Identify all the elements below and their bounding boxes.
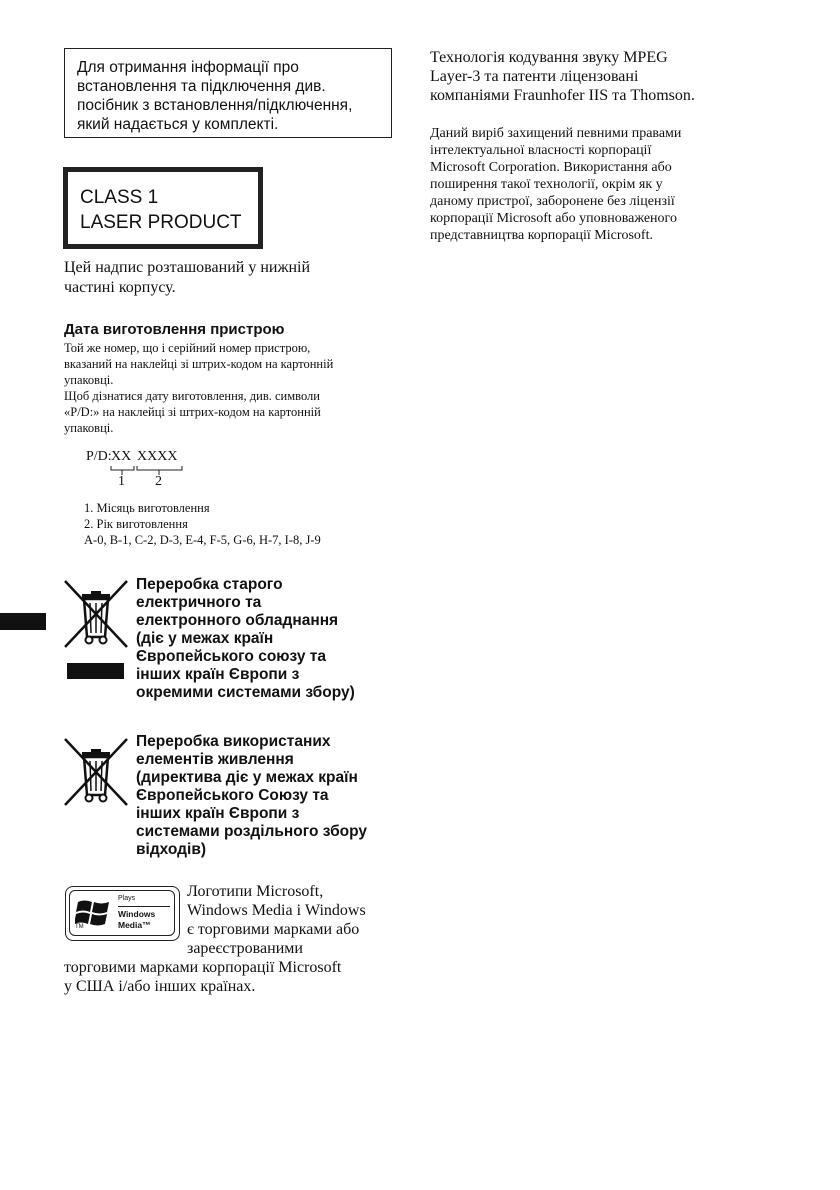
heading-text: Дата виготовлення пристрою [64, 321, 285, 338]
battery-heading [136, 733, 367, 859]
manufacture-date-text [64, 340, 333, 436]
microsoft-ip-line: поширення такої технології, окрім як у [430, 177, 663, 192]
manufacture-date-line: упаковці. [64, 373, 114, 387]
battery-line: системами роздільного збору [136, 823, 368, 840]
section-tab-marker [0, 613, 46, 630]
battery-line: елементів живлення [136, 751, 294, 768]
weee-line: інших країн Європи з [136, 666, 300, 683]
crossed-bin-battery-icon [62, 736, 130, 808]
logo-windows-text: Windows [118, 909, 156, 919]
weee-line: електричного та [136, 594, 262, 611]
pd-month-code: XX [111, 449, 132, 464]
mpeg-line: компаніями Fraunhofer IIS та Thomson. [430, 87, 695, 104]
pd-year-code: XXXX [137, 449, 178, 464]
microsoft-ip-line: Даний виріб захищений певними правами [430, 126, 682, 141]
logo-tm-mark: TM [75, 924, 84, 930]
plays-windows-media-logo [65, 886, 180, 941]
logo-plays-text: Plays [118, 895, 136, 902]
microsoft-ip-line: корпорації Microsoft або уповноваженого [430, 211, 677, 226]
laser-label-line1: CLASS 1 [80, 187, 159, 208]
trademarks-text-full [64, 958, 341, 996]
pd-legend-line: 1. Місяць виготовлення [84, 501, 210, 515]
battery-line: (директива діє у межах країн [136, 769, 358, 786]
install-info-line: посібник з встановлення/підключення, [77, 97, 353, 114]
trademark-line: зареєстрованими [187, 940, 303, 957]
microsoft-ip-line: Microsoft Corporation. Використання або [430, 160, 672, 175]
battery-line: Європейського Союзу та [136, 787, 329, 804]
battery-line: відходів) [136, 841, 207, 858]
pd-legend-line: A-0, B-1, C-2, D-3, E-4, F-5, G-6, H-7, I-8, J-9 [84, 533, 321, 547]
install-info-line: Для отримання інформації про [77, 59, 299, 76]
label-location-line: частині корпусу. [64, 279, 176, 296]
pd-marker-1: 1 [118, 474, 125, 489]
pd-marker-2: 2 [155, 474, 162, 489]
laser-class-label [63, 167, 263, 249]
pd-legend [84, 500, 321, 548]
label-location-line: Цей надпис розташований у нижній [64, 259, 311, 276]
logo-media-text: Media™ [118, 920, 151, 930]
laser-label-line2: LASER PRODUCT [80, 212, 242, 233]
install-info-line: встановлення та підключення див. [77, 78, 326, 95]
microsoft-ip-text [430, 125, 681, 244]
install-info-box [64, 48, 392, 138]
manufacture-date-line: вказаний на наклейці зі штрих-кодом на картонній [64, 357, 334, 371]
install-info-line: який надається у комплекті. [77, 116, 279, 133]
trademarks-text-right [187, 882, 366, 958]
mpeg-license-text [430, 48, 695, 105]
manufacture-date-line: Той же номер, що і серійний номер пристрою, [64, 341, 311, 355]
weee-line: Європейського союзу та [136, 648, 326, 665]
weee-line: окремими системами збору) [136, 684, 355, 701]
pd-code-diagram [86, 449, 206, 491]
microsoft-ip-line: інтелектуальної власності корпорації [430, 143, 652, 158]
manufacture-date-heading [64, 321, 284, 338]
weee-heading [136, 576, 355, 702]
trademark-line: торговими марками корпорації Microsoft [64, 959, 342, 976]
weee-line: електронного обладнання [136, 612, 339, 629]
pd-legend-line: 2. Рік виготовлення [84, 517, 188, 531]
mpeg-line: Layer-3 та патенти ліцензовані [430, 68, 639, 85]
weee-line: Переробка старого [136, 576, 283, 593]
bin-underline-bar [67, 663, 124, 679]
trademark-line: у США і/або інших країнах. [64, 978, 256, 995]
crossed-bin-icon [62, 578, 130, 650]
label-location-text [64, 258, 310, 298]
trademark-line: Windows Media і Windows [187, 902, 366, 919]
trademark-line: є торговими марками або [187, 921, 360, 938]
manufacture-date-line: Щоб дізнатися дату виготовлення, див. символи [64, 389, 320, 403]
pd-prefix: P/D: [86, 449, 112, 464]
trademark-line: Логотипи Microsoft, [187, 883, 324, 900]
pd-bracket-lines [86, 449, 206, 477]
manufacture-date-line: упаковці. [64, 421, 114, 435]
weee-line: (діє у межах країн [136, 630, 274, 647]
microsoft-ip-line: даному пристрої, заборонене без ліцензії [430, 194, 675, 209]
logo-divider [118, 906, 170, 907]
mpeg-line: Технологія кодування звуку MPEG [430, 49, 668, 66]
battery-line: інших країн Європи з [136, 805, 300, 822]
battery-line: Переробка використаних [136, 733, 331, 750]
manufacture-date-line: «P/D:» на наклейці зі штрих-кодом на картонній [64, 405, 321, 419]
microsoft-ip-line: представництва корпорації Microsoft. [430, 228, 653, 243]
